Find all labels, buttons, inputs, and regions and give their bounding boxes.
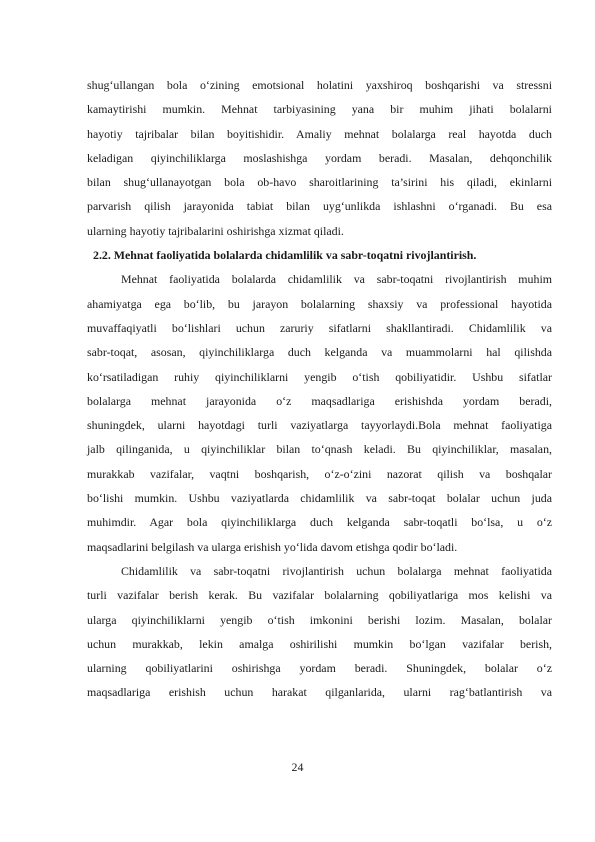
text-line: muhimdir. Agar bola qiyinchiliklarga duch kelganda sabr-toqatli bo‘lsa, u o‘z bbox=[87, 515, 552, 530]
text-line: Chidamlilik va sabr-toqatni rivojlantirish uchun bolalarga mehnat faoliyatida bbox=[121, 563, 552, 578]
document-body bbox=[87, 73, 552, 705]
text-line: maqsadlariga erishish uchun harakat qilganlarida, ularni rag‘batlantirish va bbox=[87, 685, 552, 700]
text-line: ko‘rsatiladigan ruhiy qiyinchiliklarni yengib o‘tish qobiliyatidir. Ushbu sifatlar bbox=[87, 369, 552, 384]
text-line: Mehnat faoliyatida bolalarda chidamlilik va sabr-toqatni rivojlantirish muhim bbox=[121, 272, 552, 287]
text-line: sabr-toqat, asosan, qiyinchiliklarga duch kelganda va muammolarni hal qilishda bbox=[87, 345, 552, 360]
text-line: muvaffaqiyatli bo‘lishlari uchun zaruriy sifatlarni shakllantiradi. Chidamlilik va bbox=[87, 320, 552, 335]
text-line: uchun murakkab, lekin amalga oshirilishi mumkin bo‘lgan vazifalar berish, bbox=[87, 636, 552, 651]
paragraph-2 bbox=[87, 267, 552, 559]
text-line: ularning hayotiy tajribalarini oshirishga xizmat qiladi. bbox=[87, 223, 344, 238]
text-line: shuningdek, ularni hayotdagi turli vaziyatlarga tayyorlaydi.Bola mehnat faoliyatiga bbox=[87, 418, 552, 433]
text-line: ahamiyatga ega bo‘lib, bu jarayon bolalarning shaxsiy va professional hayotida bbox=[87, 296, 552, 311]
text-line: keladigan qiyinchiliklarga moslashishga yordam beradi. Masalan, dehqonchilik bbox=[87, 150, 552, 165]
paragraph-1 bbox=[87, 73, 552, 243]
page-number: 24 bbox=[291, 760, 304, 774]
text-line: bo‘lishi mumkin. Ushbu vaziyatlarda chidamlilik va sabr-toqat bolalar uchun juda bbox=[87, 491, 552, 506]
text-line: jalb qilinganida, u qiyinchiliklar bilan to‘qnash keladi. Bu qiyinchiliklar, masalan, bbox=[87, 442, 552, 457]
text-line: turli vazifalar berish kerak. Bu vazifalar bolalarning qobiliyatlariga mos kelishi va bbox=[87, 588, 552, 603]
text-line: shug‘ullangan bola o‘zining emotsional holatini yaxshiroq boshqarishi va stressni bbox=[87, 78, 552, 92]
text-line: hayotiy tajribalar bilan boyitishidir. Amaliy mehnat bolalarga real hayotda duch bbox=[87, 126, 552, 141]
text-line: ularga qiyinchiliklarni yengib o‘tish imkonini berishi lozim. Masalan, bolalar bbox=[87, 612, 552, 627]
text-line: maqsadlarini belgilash va ularga erishish yo‘lida davom etishga qodir bo‘ladi. bbox=[87, 539, 458, 554]
text-line: kamaytirishi mumkin. Mehnat tarbiyasining yana bir muhim jihati bolalarni bbox=[87, 102, 552, 117]
text-line: bolalarga mehnat jarayonida o‘z maqsadlariga erishishda yordam beradi, bbox=[87, 393, 552, 408]
text-line: ularning qobiliyatlarini oshirishga yordam beradi. Shuningdek, bolalar o‘z bbox=[87, 661, 552, 676]
text-line: parvarish qilish jarayonida tabiat bilan uyg‘unlikda ishlashni o‘rganadi. Bu esa bbox=[87, 199, 552, 214]
paragraph-3 bbox=[87, 559, 552, 705]
text-line: bilan shug‘ullanayotgan bola ob-havo sharoitlarining ta’sirini his qiladi, ekinlarni bbox=[87, 175, 552, 190]
section-heading: 2.2. Mehnat faoliyatida bolalarda chidamlilik va sabr-toqatni rivojlantirish. bbox=[93, 248, 477, 263]
text-line: murakkab vazifalar, vaqtni boshqarish, o‘z-o‘zini nazorat qilish va boshqalar bbox=[87, 466, 552, 481]
